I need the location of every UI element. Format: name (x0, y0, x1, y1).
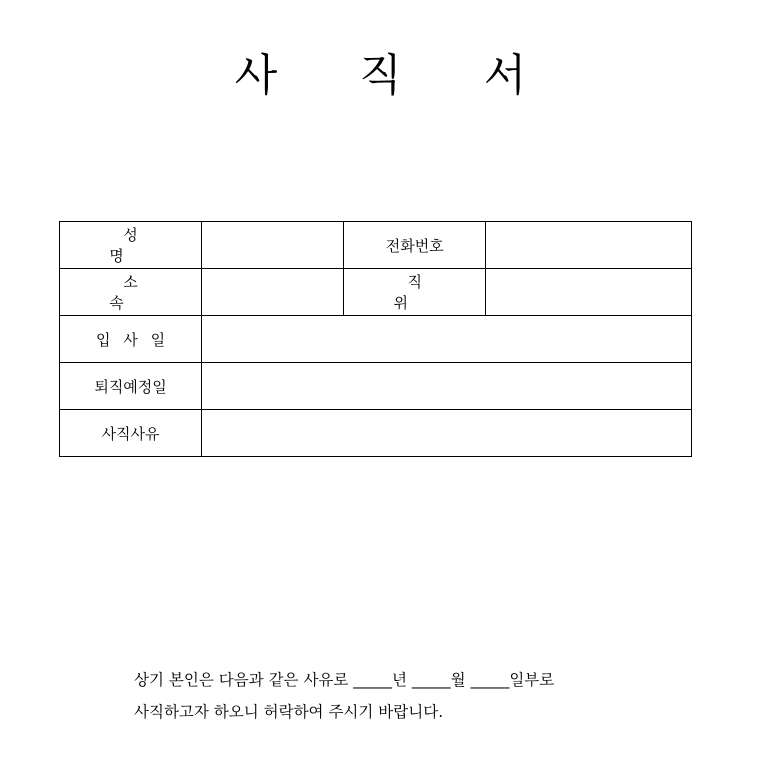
name-field[interactable] (202, 222, 344, 269)
join-date-label: 입 사 일 (60, 316, 202, 363)
reason-label: 사직사유 (60, 410, 202, 457)
join-date-field[interactable] (202, 316, 692, 363)
planned-leave-date-label: 퇴직예정일 (60, 363, 202, 410)
affiliation-field[interactable] (202, 269, 344, 316)
resignation-form-table (59, 221, 692, 457)
table-row (60, 222, 692, 269)
table-row (60, 410, 692, 457)
table-row (60, 269, 692, 316)
table-row (60, 316, 692, 363)
reason-field[interactable] (202, 410, 692, 457)
phone-label: 전화번호 (344, 222, 486, 269)
name-label: 성 명 (60, 222, 202, 269)
position-field[interactable] (486, 269, 692, 316)
statement-line-1: 상기 본인은 다음과 같은 사유로 _____년 _____월 _____일부로 (134, 671, 555, 689)
position-label: 직 위 (344, 269, 486, 316)
statement-line-2: 사직하고자 하오니 허락하여 주시기 바랍니다. (134, 703, 444, 721)
phone-field[interactable] (486, 222, 692, 269)
table-row (60, 363, 692, 410)
affiliation-label: 소 속 (60, 269, 202, 316)
document-title: 사 직 서 (234, 50, 561, 101)
statement-block (134, 664, 554, 728)
planned-leave-date-field[interactable] (202, 363, 692, 410)
